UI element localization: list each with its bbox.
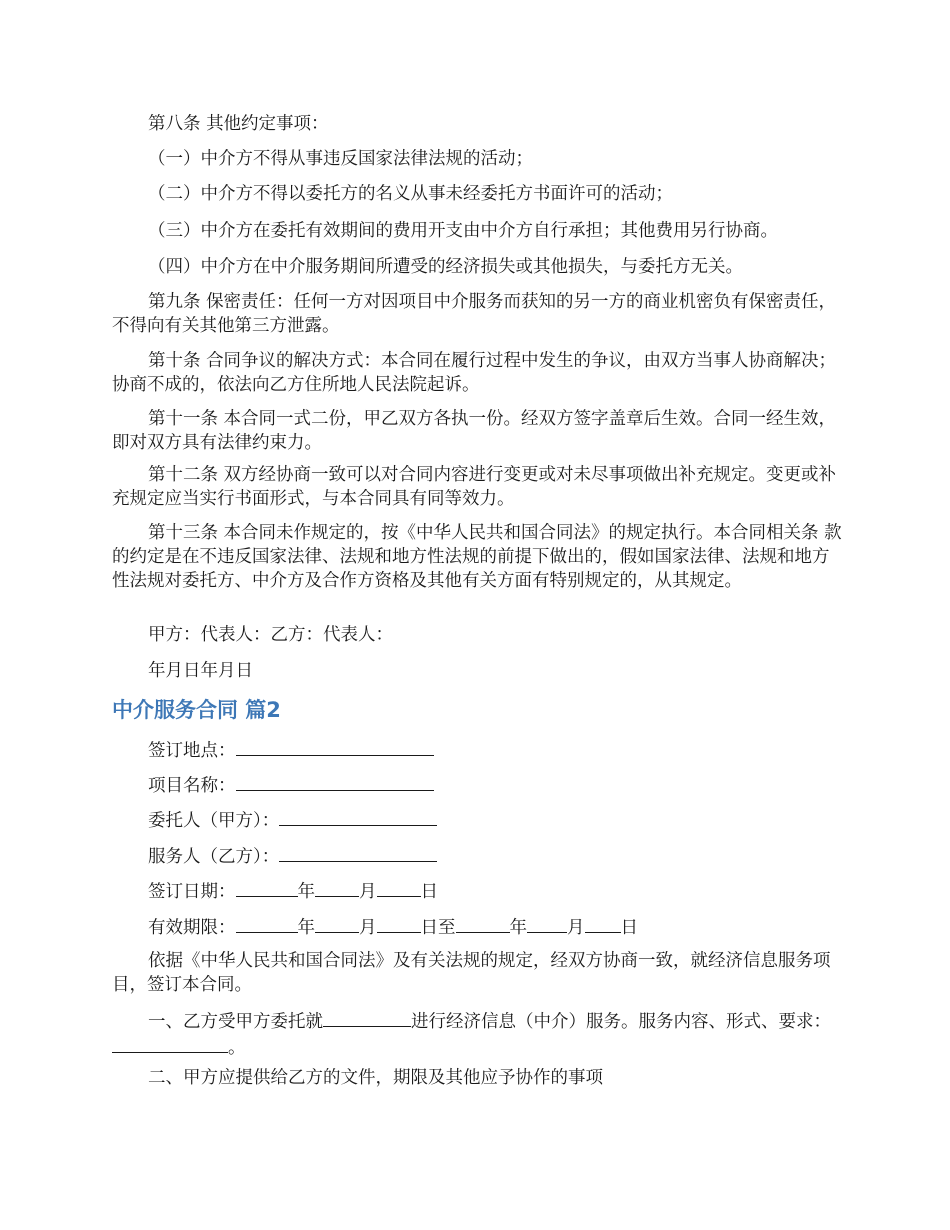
clause-1-blank-requirements [112, 1034, 228, 1053]
end-day-blank [585, 914, 621, 933]
server-label: 服务人（乙方）： [148, 847, 280, 867]
end-year-blank [456, 914, 510, 933]
client-blank [279, 807, 437, 826]
signature-line: 甲方：代表人：乙方：代表人： [148, 625, 393, 645]
article-9: 第九条 保密责任：任何一方对因项目中介服务而获知的另一方的商业机密负有保密责任，不得向有关其他第三方泄露。 [112, 292, 837, 336]
start-year-blank [236, 914, 298, 933]
day-text: 日 [420, 882, 438, 902]
month-text: 月 [567, 918, 585, 938]
article-8-item: （二）中介方不得以委托方的名义从事未经委托方书面许可的活动； [148, 184, 673, 204]
client-row [112, 807, 842, 833]
article-12: 第十二条 双方经协商一致可以对合同内容进行变更或对未尽事项做出补充规定。变更或补充规定应当实行书面形式，与本合同具有同等效力。 [112, 465, 837, 509]
clause-1-start: 一、乙方受甲方委托就 [148, 1012, 323, 1032]
sign-date-row [112, 878, 842, 904]
client-label: 委托人（甲方）： [148, 811, 280, 831]
sign-place-row [112, 737, 842, 763]
clause-1-blank-subject [323, 1008, 411, 1027]
article-13: 第十三条 本合同未作规定的，按《中华人民共和国合同法》的规定执行。本合同相关条 款的约定是在不违反国家法律、法规和地方性法规的前提下做出的，假如国家法律、法规和地方性法规对委托方、中介方及合作方资格及其他有关方面有特别规定的，从其规定。 [112, 523, 842, 591]
clause-1 [112, 1008, 842, 1060]
article-8-item: （一）中介方不得从事违反国家法律法规的活动； [148, 149, 533, 169]
day-text: 日 [620, 918, 638, 938]
day-to-text: 日至 [420, 918, 456, 938]
sign-place-blank [236, 737, 434, 756]
section-heading: 中介服务合同 篇2 [112, 698, 281, 722]
month-text: 月 [359, 918, 377, 938]
article-10: 第十条 合同争议的解决方式：本合同在履行过程中发生的争议，由双方当事人协商解决；协商不成的，依法向乙方住所地人民法院起诉。 [112, 351, 837, 395]
sign-place-label: 签订地点： [148, 741, 236, 761]
server-row [112, 843, 842, 869]
month-blank [315, 878, 359, 897]
article-8-title: 第八条 其他约定事项： [148, 114, 329, 134]
project-name-blank [236, 772, 434, 791]
year-text: 年 [297, 918, 315, 938]
project-name-label: 项目名称： [148, 776, 236, 796]
year-blank [236, 878, 298, 897]
clause-1-middle: 进行经济信息（中介）服务。服务内容、形式、要求： [411, 1012, 831, 1032]
year-text: 年 [297, 882, 315, 902]
month-text: 月 [359, 882, 377, 902]
start-month-blank [315, 914, 359, 933]
clause-1-end: 。 [228, 1038, 246, 1058]
date-line: 年月日年月日 [148, 661, 253, 681]
server-blank [279, 843, 437, 862]
article-8-item: （四）中介方在中介服务期间所遭受的经济损失或其他损失，与委托方无关。 [148, 257, 743, 277]
start-day-blank [377, 914, 421, 933]
valid-period-row [112, 914, 842, 940]
end-month-blank [527, 914, 567, 933]
day-blank [377, 878, 421, 897]
project-name-row [112, 772, 842, 798]
year-text: 年 [509, 918, 527, 938]
article-11: 第十一条 本合同一式二份，甲乙双方各执一份。经双方签字盖章后生效。合同一经生效，即对双方具有法律约束力。 [112, 409, 837, 453]
valid-period-label: 有效期限： [148, 918, 236, 938]
clause-2: 二、甲方应提供给乙方的文件，期限及其他应予协作的事项 [148, 1068, 603, 1088]
article-8-item: （三）中介方在委托有效期间的费用开支由中介方自行承担；其他费用另行协商。 [148, 221, 778, 241]
sign-date-label: 签订日期： [148, 882, 236, 902]
preamble: 依据《中华人民共和国合同法》及有关法规的规定，经双方协商一致，就经济信息服务项目，签订本合同。 [112, 951, 831, 995]
